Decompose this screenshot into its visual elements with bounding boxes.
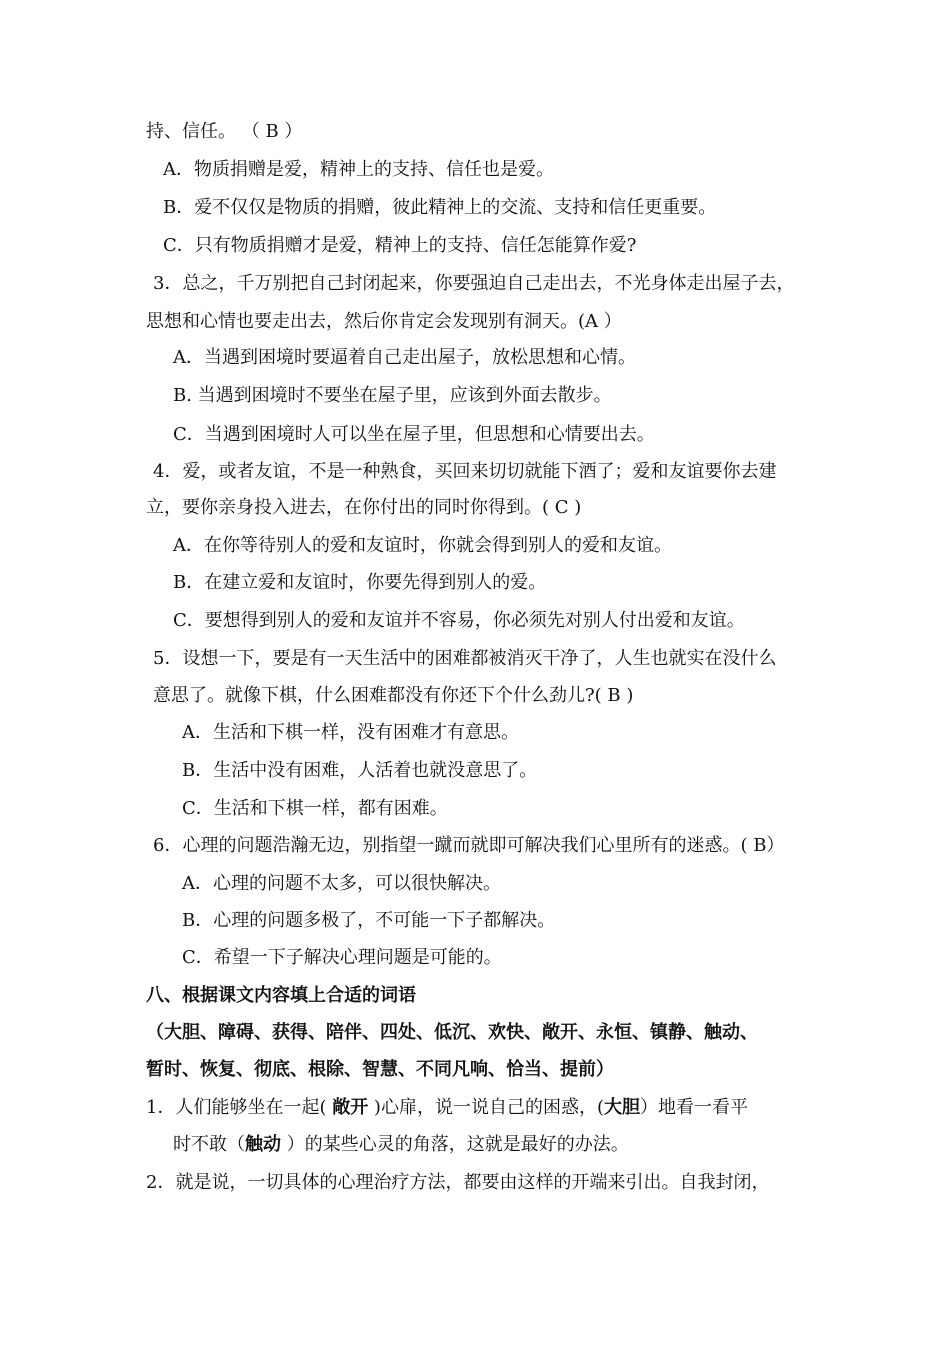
question-6-option-a: A．心理的问题不太多，可以很快解决。: [182, 873, 501, 894]
question-5-option-a: A．生活和下棋一样，没有困难才有意思。: [182, 722, 519, 743]
fill-item-1-line-2: [173, 1133, 629, 1157]
fill-answer-3: 触动: [245, 1134, 281, 1155]
question-3-option-b: B. 当遇到困境时不要坐在屋子里，应该到外面去散步。: [173, 385, 612, 406]
question-4-text-line-1: 4．爱，或者友谊，不是一种熟食，买回来切切就能下酒了；爱和友谊要你去建: [153, 461, 777, 482]
question-4-option-c: C．要想得到别人的爱和友谊并不容易，你必须先对别人付出爱和友谊。: [173, 610, 745, 631]
question-2-continuation: 持、信任。 （ B ）: [146, 121, 303, 142]
section-8-title: 八、根据课文内容填上合适的词语: [146, 985, 416, 1006]
question-2-option-b: B．爱不仅仅是物质的捐赠，彼此精神上的交流、支持和信任更重要。: [163, 197, 717, 218]
question-3-text-line-2: 思想和心情也要走出去，然后你肯定会发现别有洞天。(A ）: [146, 311, 622, 332]
question-5-text-line-2: 意思了。就像下棋，什么困难都没有你还下个什么劲儿?( B ): [153, 685, 634, 706]
question-2-option-c: C．只有物质捐赠才是爱，精神上的支持、信任怎能算作爱?: [163, 235, 637, 256]
fill-item-1-text-part-2: )心扉，说一说自己的困惑，(: [368, 1097, 604, 1118]
word-bank-line-1: （大胆、障碍、获得、陪伴、四处、低沉、欢快、敞开、永恒、镇静、触动、: [146, 1022, 758, 1043]
fill-item-1-text-part-3: ）地看一看平: [639, 1097, 748, 1118]
question-6-option-b: B．心理的问题多极了，不可能一下子都解决。: [182, 910, 556, 931]
question-6-option-c: C．希望一下子解决心理问题是可能的。: [182, 947, 502, 968]
question-5-option-c: C．生活和下棋一样，都有困难。: [182, 798, 448, 819]
fill-item-1-text-part-4: 时不敢（: [173, 1134, 245, 1155]
fill-item-1-line-1: [146, 1096, 748, 1120]
question-6-text-line-1: 6．心理的问题浩瀚无边，别指望一蹴而就即可解决我们心里所有的迷惑。( B）: [153, 835, 785, 856]
fill-item-2-line-1: 2．就是说，一切具体的心理治疗方法，都要由这样的开端来引出。自我封闭，: [146, 1172, 770, 1193]
fill-answer-1: 敞开: [332, 1097, 369, 1118]
fill-item-1-text-part-5: ）的某些心灵的角落，这就是最好的办法。: [281, 1134, 629, 1155]
question-5-option-b: B．生活中没有困难，人活着也就没意思了。: [182, 760, 538, 781]
fill-answer-2: 大胆: [603, 1097, 640, 1118]
question-4-option-a: A．在你等待别人的爱和友谊时，你就会得到别人的爱和友谊。: [173, 535, 672, 556]
question-3-option-c: C．当遇到困境时人可以坐在屋子里，但思想和心情要出去。: [173, 424, 655, 445]
question-3-text-line-1: 3．总之，千万别把自己封闭起来，你要强迫自己走出去，不光身体走出屋子去，: [153, 273, 795, 294]
question-3-option-a: A．当遇到困境时要逼着自己走出屋子，放松思想和心情。: [173, 347, 636, 368]
fill-item-1-text-part-1: 1．人们能够坐在一起(: [146, 1097, 333, 1118]
question-4-option-b: B．在建立爱和友谊时，你要先得到别人的爱。: [173, 572, 547, 593]
question-5-text-line-1: 5．设想一下，要是有一天生活中的困难都被消灭干净了，人生也就实在没什么: [153, 648, 777, 669]
question-2-option-a: A．物质捐赠是爱，精神上的支持、信任也是爱。: [163, 159, 554, 180]
question-4-text-line-2: 立，要你亲身投入进去，在你付出的同时你得到。( C ): [146, 497, 582, 518]
word-bank-line-2: 暂时、恢复、彻底、根除、智慧、不同凡响、恰当、提前）: [146, 1059, 614, 1080]
